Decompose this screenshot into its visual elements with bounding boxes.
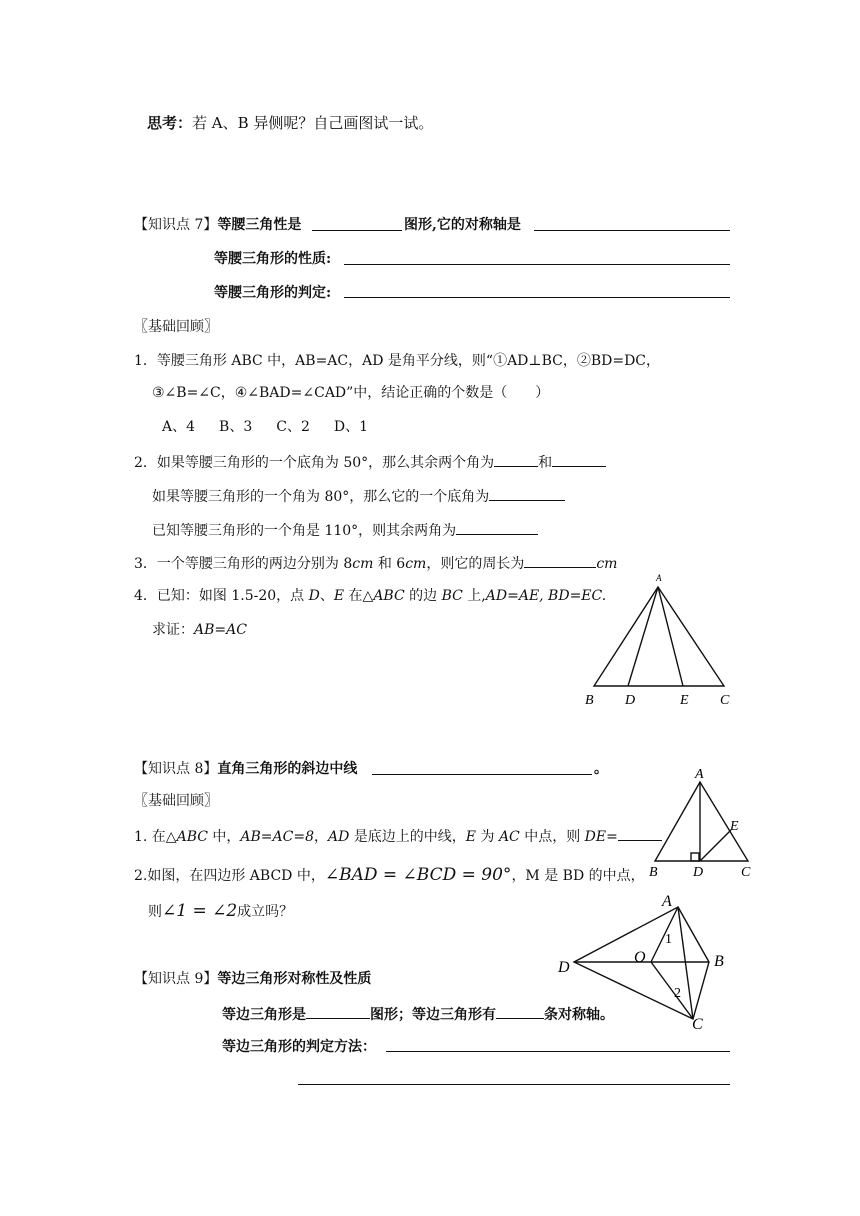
fig3-label-b: B <box>714 953 724 970</box>
option-b[interactable]: B、3 <box>219 419 253 435</box>
kp7-judge-label: 等腰三角形的判定: <box>214 285 332 301</box>
kp8-q2-b: ，M 是 BD 的中点， <box>511 868 645 884</box>
fig1-label-c: C <box>720 693 730 708</box>
kp9-blank-judge-1[interactable] <box>386 1051 730 1052</box>
kp9-blank-axes[interactable] <box>496 1004 544 1019</box>
option-a[interactable]: A、4 <box>162 419 196 435</box>
fig2-label-d: D <box>693 865 704 880</box>
kp7-q4-bc: BC <box>441 588 463 604</box>
kp7-q2-line3-text: 已知等腰三角形的一个角是 110°，则其余两角为 <box>152 523 457 539</box>
kp8-q1-a: 1. 在△ <box>134 829 177 845</box>
kp8-tag: 【知识点 8】 <box>134 761 218 777</box>
kp7-q3-c: ，则它的周长为 <box>426 556 525 572</box>
kp8-q2-then: 则 <box>148 904 162 920</box>
think-text: 若 A、B 异侧呢？自己画图试一试。 <box>192 114 434 132</box>
kp8-q2-formula: ∠BAD = ∠BCD = 90° <box>324 865 512 885</box>
fig2-label-b: B <box>649 865 658 880</box>
kp9-line1-c: 条对称轴。 <box>544 1007 614 1023</box>
kp9-heading <box>134 970 371 988</box>
kp7-q4-abc: ABC <box>373 588 405 604</box>
kp8-q1-ad: AD <box>328 829 350 845</box>
kp9-blank-figure[interactable] <box>306 1004 370 1019</box>
kp9-line1-b: 图形；等边三角形有 <box>370 1007 496 1023</box>
kp7-q3-a: 3．一个等腰三角形的两边分别为 8 <box>134 556 353 572</box>
fig3-label-c: C <box>692 1016 703 1033</box>
option-c[interactable]: C、2 <box>276 419 310 435</box>
kp7-q2-line2-text: 如果等腰三角形的一个角为 80°，那么它的一个底角为 <box>152 489 490 505</box>
kp8-q1-g: 中点，则 <box>519 829 585 845</box>
kp8-q1-d: 是底边上的中线， <box>349 829 466 845</box>
kp9-blank-judge-2[interactable] <box>298 1084 730 1085</box>
kp9-line1-a: 等边三角形是 <box>222 1007 306 1023</box>
kp8-q2-formula2: ∠1 = ∠2 <box>162 901 238 921</box>
kp7-q4-e: E <box>333 588 345 604</box>
kp7-q3-cm1: cm <box>352 556 374 572</box>
kp9-title: 等边三角形对称性及性质 <box>217 971 372 987</box>
kp7-q4-d-text: 上, <box>462 588 486 604</box>
kp8-q1-c: ， <box>314 829 328 845</box>
kp7-q4-c: 的边 <box>404 588 442 604</box>
kp7-q3-cm3: cm <box>596 556 618 572</box>
kp9-line1 <box>222 1004 614 1024</box>
kp7-review: 〖基础回顾〗 <box>134 319 218 335</box>
kp8-q2-a: 2.如图，在四边形 ABCD 中， <box>134 868 325 884</box>
kp7-q4-a: 4．已知：如图 1.5-20，点 <box>134 588 309 604</box>
fig3-label-d: D <box>558 959 570 976</box>
kp8-q1-f: 为 <box>476 829 499 845</box>
fig1-label-b: B <box>585 693 594 708</box>
kp7-q4-sep: 、 <box>319 588 334 604</box>
fig1-label-a: A <box>656 573 662 583</box>
kp7-q2-line1-text: 2．如果等腰三角形的一个底角为 50°，那么其余两个角为 <box>134 455 495 471</box>
kp7-tag: 【知识点 7】 <box>134 217 218 233</box>
kp8-review: 〖基础回顾〗 <box>134 793 218 809</box>
kp8-title: 直角三角形的斜边中线 <box>217 761 358 777</box>
kp7-line1-a: 等腰三角性是 <box>217 217 302 233</box>
kp8-q2-ask: 成立吗？ <box>237 904 294 920</box>
kp9-tag: 【知识点 9】 <box>134 971 218 987</box>
fig3-label-o: O <box>634 949 646 966</box>
fig3-label-2: 2 <box>674 986 681 1001</box>
fig3-label-a: A <box>662 893 672 910</box>
kp7-q4-d: D <box>308 588 320 604</box>
kp9-line2: 等边三角形的判定方法： <box>222 1039 376 1055</box>
kp7-q3-cm2: cm <box>405 556 427 572</box>
kp8-q1-b: 中， <box>207 829 241 845</box>
kp7-q2-and: 和 <box>538 455 553 471</box>
kp7-line1-b: 图形,它的对称轴是 <box>404 217 521 233</box>
fig1-label-e: E <box>680 693 689 708</box>
fig1-label-d: D <box>625 693 636 708</box>
kp7-q4-prove-label: 求证： <box>152 622 194 638</box>
kp8-q1-abc: ABC <box>176 829 208 845</box>
kp8-q1-de: DE= <box>584 829 618 845</box>
fig2-label-e: E <box>730 819 739 834</box>
kp7-q4-cond: AD=AE, BD=EC. <box>485 588 607 604</box>
kp8-q1-cond: AB=AC=8 <box>240 829 314 845</box>
kp7-q1-line2: ③∠B=∠C，④∠BAD=∠CAD”中，结论正确的个数是（ ） <box>152 385 550 401</box>
kp7-q3-b: 和 6 <box>373 556 406 572</box>
kp8-q1-e: E <box>465 829 477 845</box>
kp8-q1-ac: AC <box>498 829 520 845</box>
option-d[interactable]: D、1 <box>333 419 368 435</box>
kp7-q1-line1: 1．等腰三角形 ABC 中，AB=AC，AD 是角平分线，则“①AD⊥BC，②BD=DC， <box>134 353 661 369</box>
kp7-q4-prove-text: AB=AC <box>194 622 247 638</box>
fig3-label-1: 1 <box>665 932 672 947</box>
kp7-property-label: 等腰三角形的性质: <box>214 251 332 267</box>
fig2-label-a: A <box>695 767 704 782</box>
think-label: 思考： <box>147 114 193 132</box>
kp8-end: 。 <box>594 761 608 777</box>
kp7-q4-b: 在△ <box>344 588 374 604</box>
fig2-label-c: C <box>741 865 751 880</box>
